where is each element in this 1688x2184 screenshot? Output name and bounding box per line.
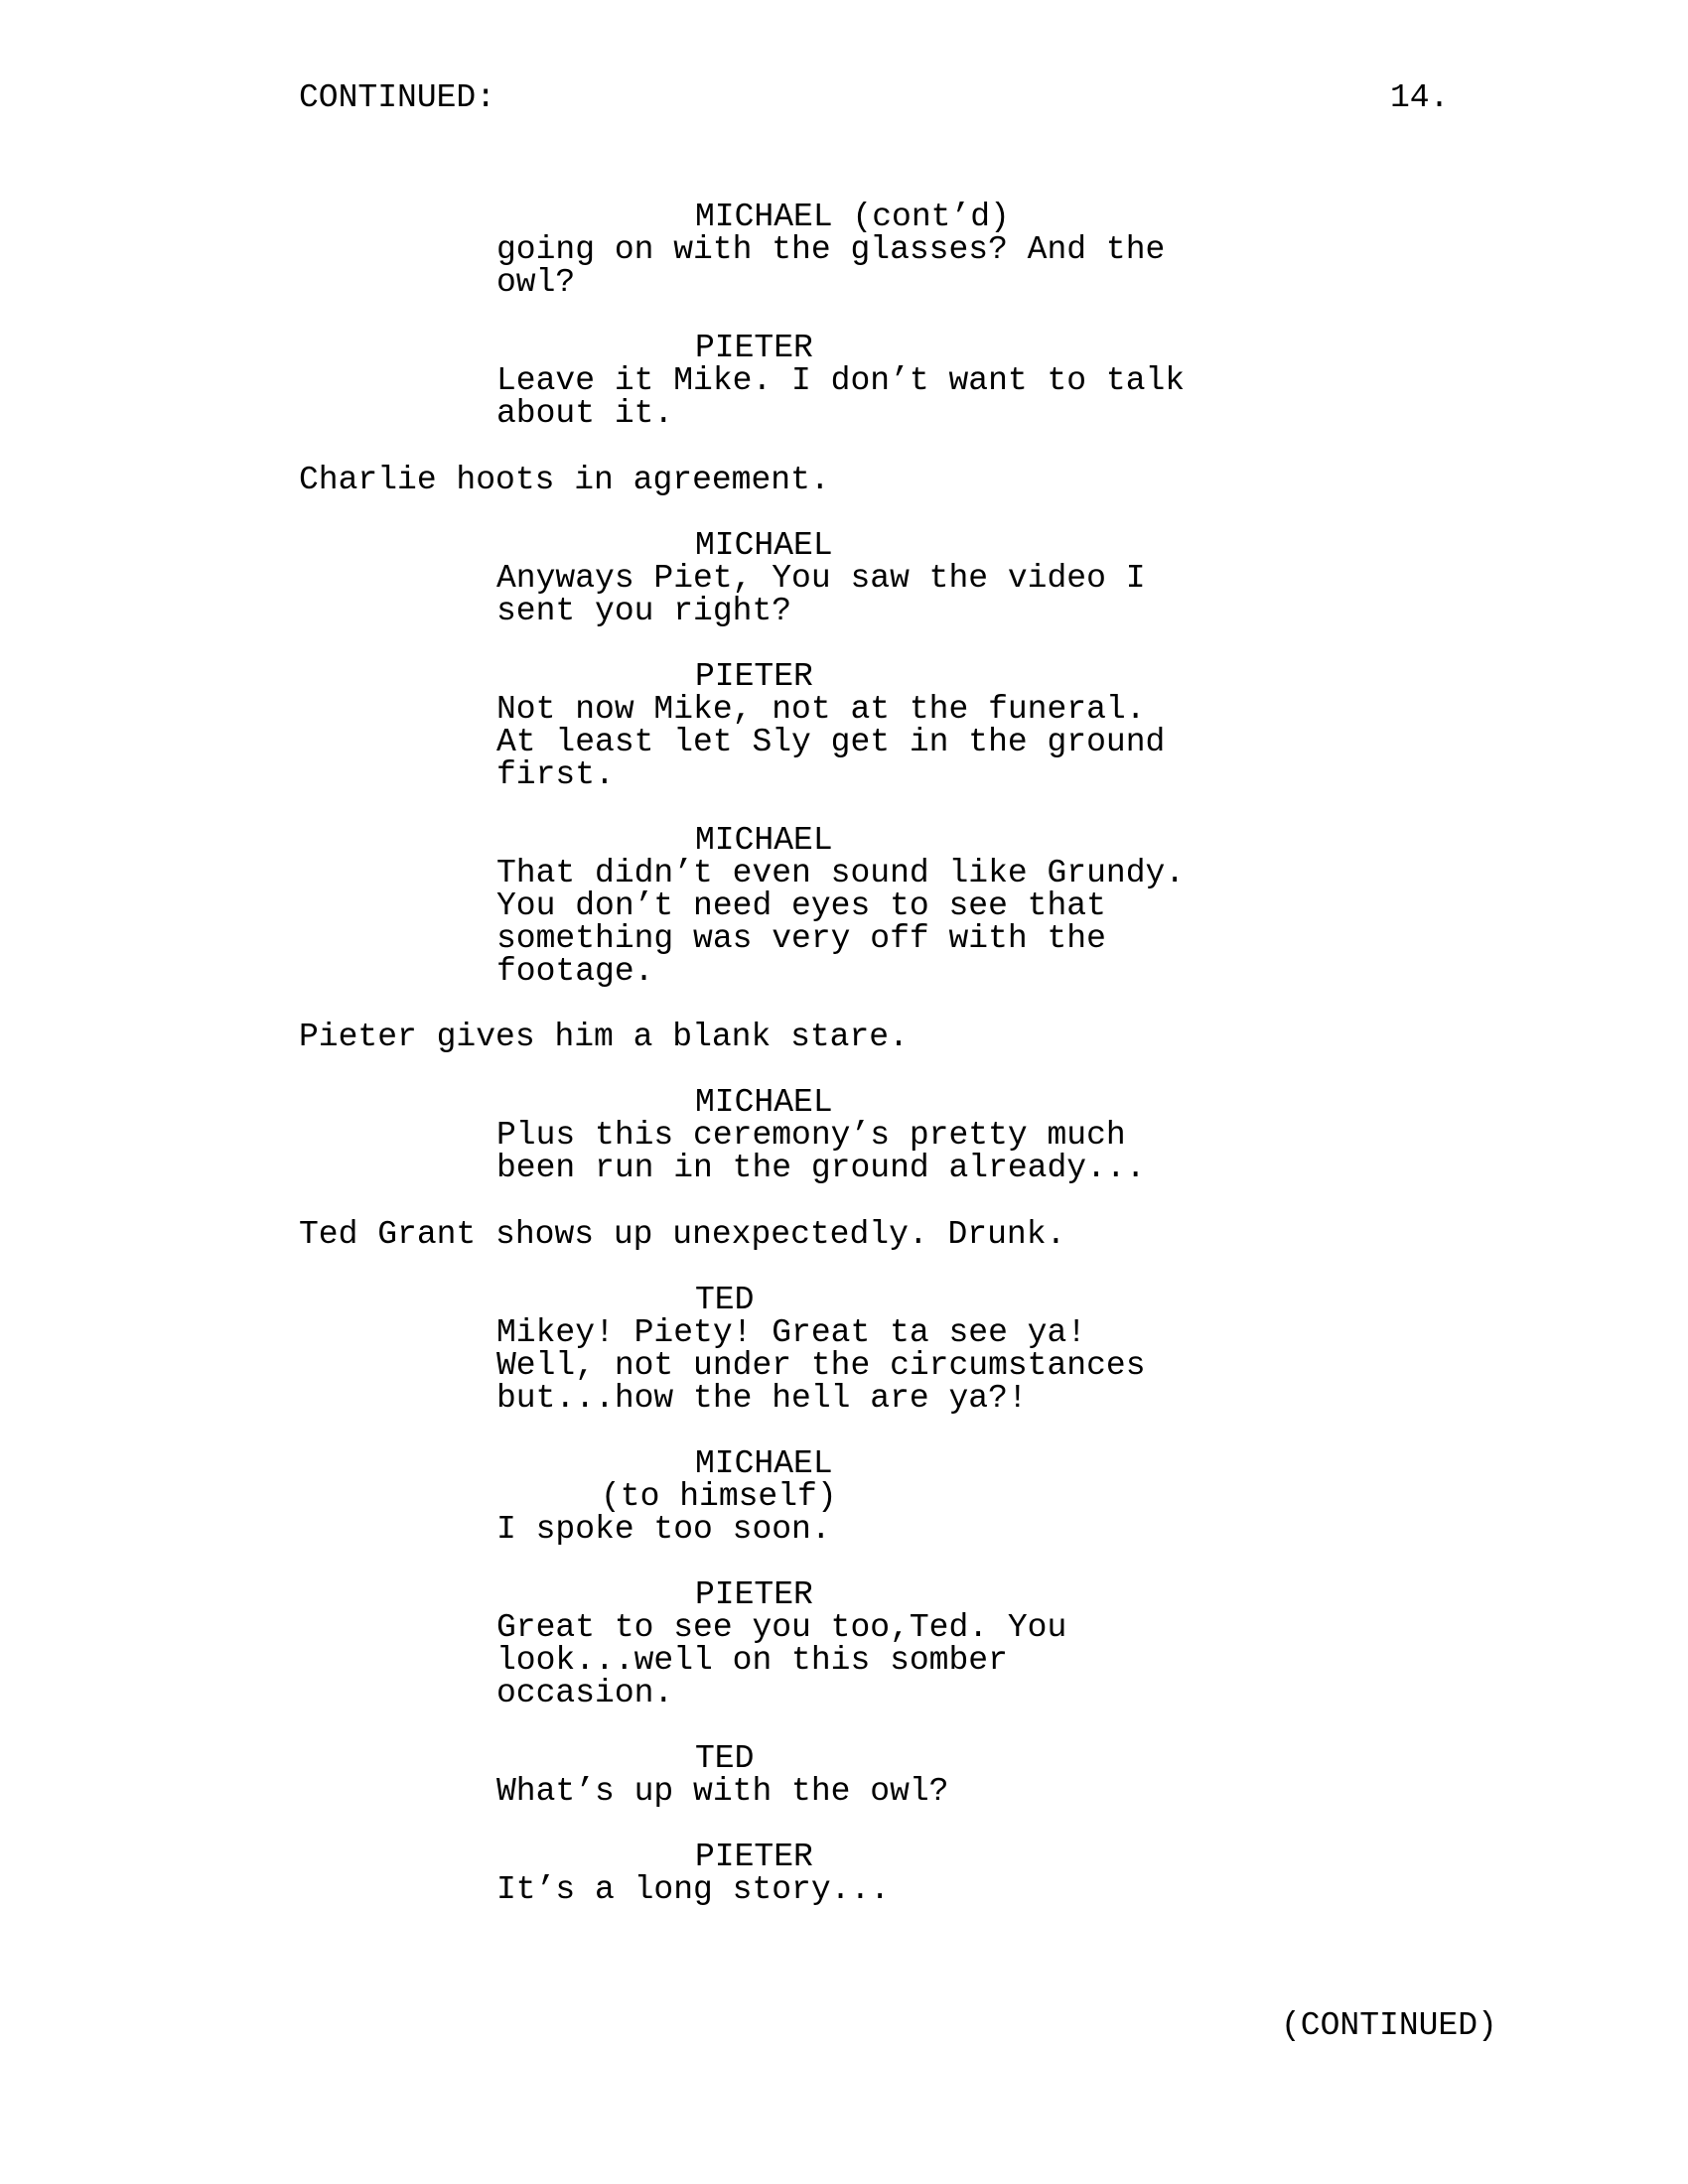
dialogue-line: Mikey! Piety! Great ta see ya! <box>496 1314 1087 1351</box>
action-line: Pieter gives him a blank stare. <box>299 1019 909 1055</box>
page-number: 14. <box>1390 79 1450 116</box>
dialogue-line: about it. <box>496 395 674 432</box>
dialogue-line: Great to see you too,Ted. You <box>496 1609 1067 1646</box>
dialogue-line: You don’t need eyes to see that <box>496 887 1106 924</box>
character-name: MICHAEL <box>695 822 833 859</box>
dialogue-line: It’s a long story... <box>496 1871 891 1908</box>
dialogue-line: At least let Sly get in the ground <box>496 724 1166 760</box>
dialogue-line: been run in the ground already... <box>496 1150 1146 1186</box>
dialogue-line: but...how the hell are ya?! <box>496 1380 1028 1417</box>
character-name: PIETER <box>695 330 813 366</box>
dialogue-line: Plus this ceremony’s pretty much <box>496 1117 1126 1154</box>
dialogue-line: look...well on this somber <box>496 1642 1008 1679</box>
character-name: MICHAEL (cont’d) <box>695 199 1010 235</box>
dialogue-line: first. <box>496 756 615 793</box>
dialogue-line: footage. <box>496 953 654 990</box>
character-name: PIETER <box>695 1839 813 1875</box>
action-line: Ted Grant shows up unexpectedly. Drunk. <box>299 1216 1066 1253</box>
character-name: TED <box>695 1740 755 1777</box>
dialogue-line: That didn’t even sound like Grundy. <box>496 855 1186 891</box>
character-name: TED <box>695 1282 755 1318</box>
dialogue-line: going on with the glasses? And the <box>496 231 1166 268</box>
character-name: MICHAEL <box>695 527 833 564</box>
dialogue-line: owl? <box>496 264 576 301</box>
dialogue-line: What’s up with the owl? <box>496 1773 949 1810</box>
dialogue-line: Leave it Mike. I don’t want to talk <box>496 362 1186 399</box>
action-line: Charlie hoots in agreement. <box>299 462 830 498</box>
dialogue-line: I spoke too soon. <box>496 1511 831 1548</box>
dialogue-line: Anyways Piet, You saw the video I <box>496 560 1146 597</box>
dialogue-line: occasion. <box>496 1675 674 1711</box>
character-name: MICHAEL <box>695 1445 833 1482</box>
dialogue-line: Well, not under the circumstances <box>496 1347 1146 1384</box>
dialogue-line: something was very off with the <box>496 920 1106 957</box>
continued-header: CONTINUED: <box>299 79 496 116</box>
dialogue-line: Not now Mike, not at the funeral. <box>496 691 1146 728</box>
character-name: PIETER <box>695 1576 813 1613</box>
dialogue-line: sent you right? <box>496 593 792 629</box>
character-name: MICHAEL <box>695 1084 833 1121</box>
continued-footer: (CONTINUED) <box>1281 2007 1497 2044</box>
parenthetical: (to himself) <box>601 1478 837 1515</box>
character-name: PIETER <box>695 658 813 695</box>
